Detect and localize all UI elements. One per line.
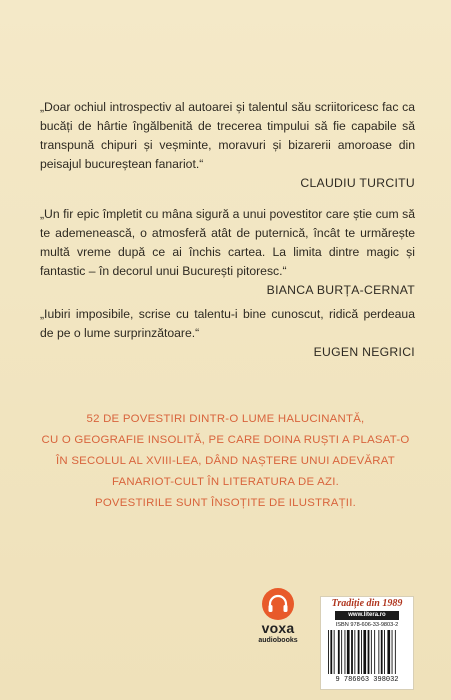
blurb-line: ÎN SECOLUL AL XVIII-LEA, DÂND NAȘTERE UNUI ADEVĂRAT bbox=[56, 455, 395, 467]
barcode-bar bbox=[347, 630, 350, 674]
quote-text: „Doar ochiul introspectiv al autoarei și talentul său scriitoricesc fac ca bucăți de hârtie îngălbenită de trecerea timpului să fie capabile să transpună chipuri și veșminte, moravuri și bizarerii amoroase din peisajul bucureștean fanariot.“ bbox=[40, 100, 415, 171]
quote-author: CLAUDIU TURCITU bbox=[300, 176, 415, 190]
blurb-line: 52 DE POVESTIRI DINTR-O LUME HALUCINANTĂ, bbox=[86, 413, 365, 425]
quote-text: „Un fir epic împletit cu mâna sigură a unui povestitor care știe cum să te ademenească, o atmosferă atât de puternică, încât te urmărește multă vreme după ce ai închis cartea. La limita dintre magic și fantastic – în decorul unui București pitoresc.“ bbox=[40, 207, 415, 278]
barcode-bar bbox=[338, 630, 340, 674]
barcode-bar bbox=[371, 630, 372, 674]
barcode-bar bbox=[392, 630, 393, 674]
tradition-label: Tradiție din 1989 bbox=[331, 598, 403, 609]
barcode-bar bbox=[345, 630, 346, 674]
review-quote bbox=[40, 98, 415, 193]
quote-text: „Iubiri imposibile, scrise cu talentu-i bine cunoscut, ridică perdeaua de pe o lume surprinzătoare.“ bbox=[40, 307, 415, 340]
barcode-label bbox=[320, 596, 414, 690]
book-blurb bbox=[30, 409, 421, 514]
isbn-text: ISBN 978-606-33-9803-2 bbox=[335, 622, 399, 628]
quote-author: BIANCA BURȚA-CERNAT bbox=[266, 283, 415, 297]
barcode-bar bbox=[341, 630, 342, 674]
headphones-icon bbox=[261, 587, 295, 621]
barcode-bar bbox=[395, 630, 396, 674]
barcode-bars bbox=[327, 630, 407, 676]
barcode-bar bbox=[351, 630, 353, 674]
review-quote bbox=[40, 205, 415, 300]
barcode-bar bbox=[374, 630, 375, 674]
barcode-bar bbox=[378, 630, 379, 674]
barcode-bar bbox=[384, 630, 385, 674]
barcode-bar bbox=[358, 630, 360, 674]
barcode-digits: 9 786063 398032 bbox=[335, 676, 399, 684]
barcode-bar bbox=[354, 630, 355, 674]
publisher-logo bbox=[243, 587, 313, 659]
quote-author: EUGEN NEGRICI bbox=[313, 345, 415, 359]
barcode-bar bbox=[363, 630, 366, 674]
litera-website: www.litera.ro bbox=[335, 611, 399, 620]
barcode-bar bbox=[328, 630, 329, 674]
blurb-line: FANARIOT-CULT ÎN LITERATURA DE AZI. bbox=[111, 476, 340, 488]
barcode-bar bbox=[334, 630, 335, 674]
barcode-bar bbox=[361, 630, 362, 674]
blurb-line: CU O GEOGRAFIE INSOLITĂ, PE CARE DOINA RUȘTI A PLASAT-O bbox=[41, 434, 410, 446]
publisher-subtitle: audiobooks bbox=[258, 637, 298, 644]
barcode-bar bbox=[368, 630, 370, 674]
barcode-bar bbox=[381, 630, 383, 674]
barcode-bar bbox=[330, 630, 332, 674]
barcode-bar bbox=[387, 630, 390, 674]
blurb-line: POVESTIRILE SUNT ÎNSOȚITE DE ILUSTRAȚII. bbox=[94, 497, 357, 509]
publisher-name: voxa bbox=[261, 620, 295, 636]
review-quote bbox=[40, 305, 415, 362]
